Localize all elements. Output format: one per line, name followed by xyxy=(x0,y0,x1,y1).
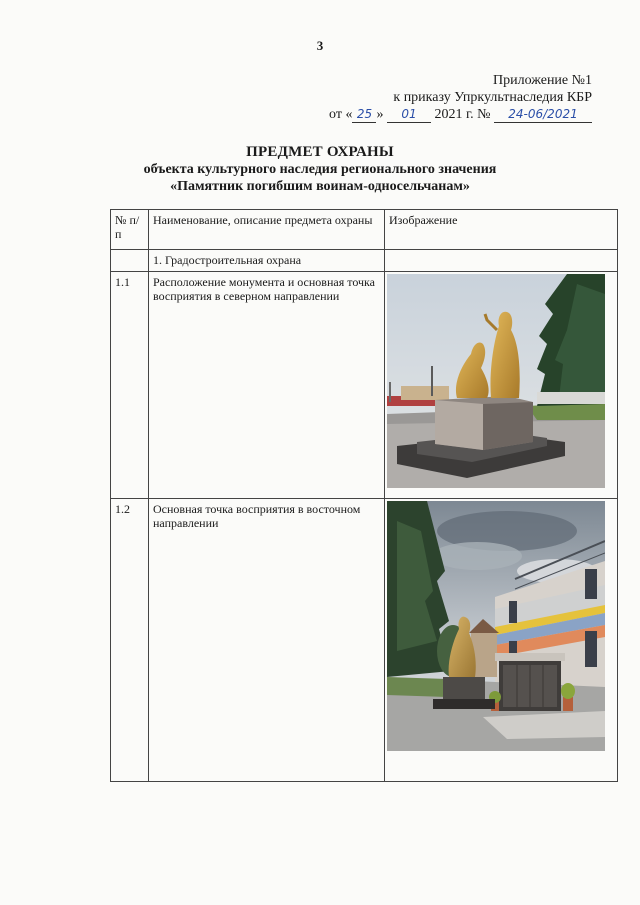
date-quote-close: » xyxy=(376,107,384,122)
year-text: 2021 г. № xyxy=(434,107,491,122)
object-name: «Памятник погибшим воинам-односельчанам» xyxy=(170,179,470,194)
day-value: 25 xyxy=(356,107,373,121)
header-number: № п/п xyxy=(111,210,149,250)
annex-block xyxy=(329,72,592,123)
table-row xyxy=(111,499,618,782)
section-row xyxy=(111,250,618,272)
section-image-cell xyxy=(385,250,618,272)
row-description: Расположение монумента и основная точка восприятия в северном направлении xyxy=(149,272,385,499)
header-image: Изображение xyxy=(385,210,618,250)
table-row xyxy=(111,272,618,499)
monument-photo-east xyxy=(387,501,605,751)
page-number: 3 xyxy=(316,38,324,53)
day-field xyxy=(352,107,376,123)
annex-date-line xyxy=(329,106,592,123)
month-value: 01 xyxy=(401,107,417,121)
month-field xyxy=(387,107,431,123)
document-title: ПРЕДМЕТ ОХРАНЫ xyxy=(246,144,394,160)
row-image-cell xyxy=(385,499,618,782)
row-description: Основная точка восприятия в восточном направлении xyxy=(149,499,385,782)
table-header-row xyxy=(111,210,618,250)
section-title: 1. Градостроительная охрана xyxy=(149,250,385,272)
order-number-value: 24-06/2021 xyxy=(508,107,578,121)
annex-order-ref: к приказу Упркультнаследия КБР xyxy=(393,90,592,105)
protection-table xyxy=(110,209,618,782)
row-number: 1.1 xyxy=(111,272,149,499)
date-prefix: от « xyxy=(329,107,353,122)
document-subtitle: объекта культурного наследия регионального значения xyxy=(143,162,497,177)
row-image-cell xyxy=(385,272,618,499)
row-number: 1.2 xyxy=(111,499,149,782)
annex-title: Приложение №1 xyxy=(493,73,592,88)
order-number-field xyxy=(494,107,592,123)
section-number-cell xyxy=(111,250,149,272)
header-description: Наименование, описание предмета охраны xyxy=(149,210,385,250)
monument-photo-north xyxy=(387,274,605,488)
document-title-block xyxy=(0,143,640,195)
